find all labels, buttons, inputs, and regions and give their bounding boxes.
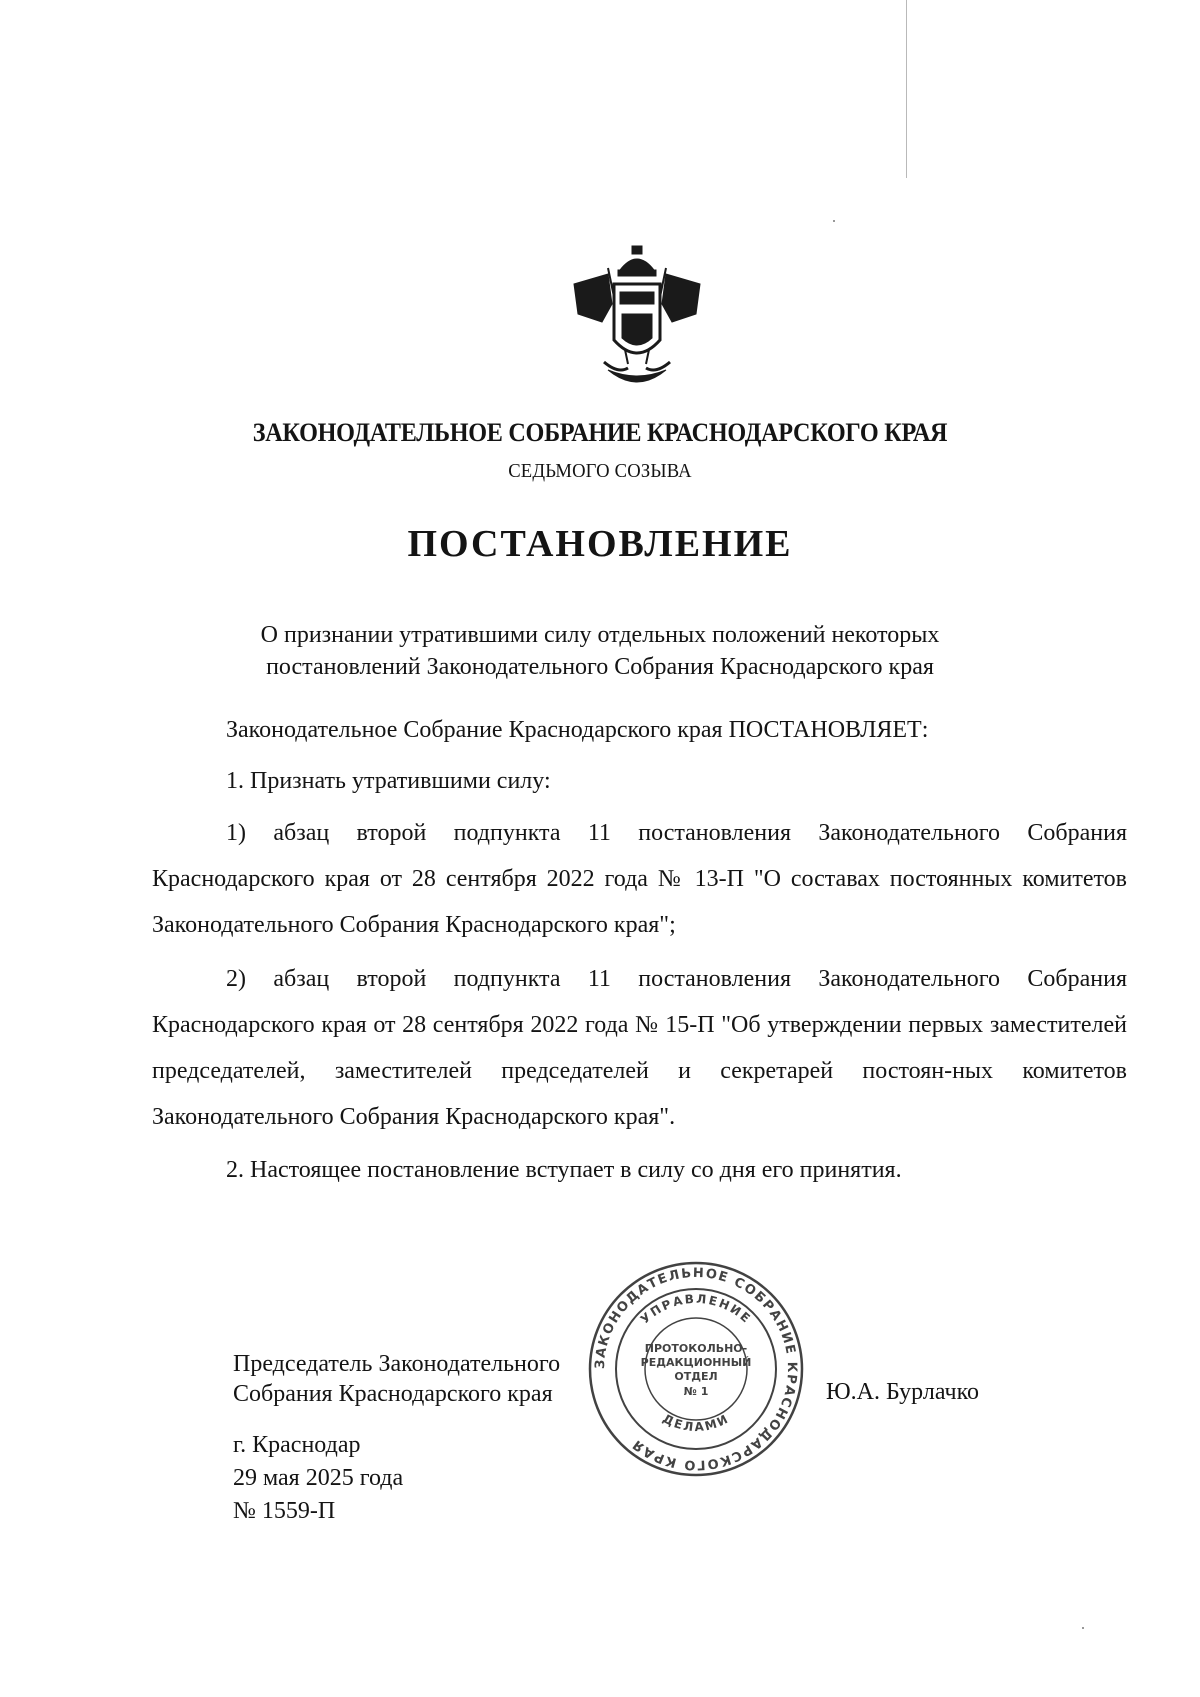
svg-text:УПРАВЛЕНИЕ — [638, 1292, 754, 1327]
document-type-heading: ПОСТАНОВЛЕНИЕ — [407, 523, 793, 565]
stamp-center-line-3: ОТДЕЛ — [674, 1370, 718, 1383]
adoption-date: 29 мая 2025 года — [233, 1465, 404, 1491]
stamp-center-line-4: № 1 — [683, 1385, 709, 1398]
document-subject — [0, 619, 1200, 683]
stamp-inner-top-text: УПРАВЛЕНИЕ — [637, 1291, 755, 1327]
scan-speck — [1082, 1627, 1084, 1629]
svg-text:ДЕЛАМИ — [660, 1411, 731, 1434]
scan-speck — [833, 220, 835, 222]
place-of-adoption: г. Краснодар — [233, 1432, 361, 1458]
preamble-paragraph: Законодательное Собрание Краснодарского края ПОСТАНОВЛЯЕТ: — [226, 717, 929, 743]
stamp-outer-text: ЗАКОНОДАТЕЛЬНОЕ СОБРАНИЕ КРАСНОДАРСКОГО КРАЯ — [592, 1265, 800, 1473]
item-1-2-paragraph: 2) абзац второй подпункта 11 постановления Законодательного Собрания Краснодарского края от 28 сентября 2022 года № 15-П "Об утверждении первых заместителей председателей, заместителей председателей и секретарей постоян-ных комитетов Законодательного Собрания Краснодарского края". — [152, 966, 1127, 1130]
stamp-inner-bottom-text: ДЕЛАМИ — [660, 1411, 732, 1435]
subject-line-2: постановлений Законодательного Собрания Краснодарского края — [266, 654, 934, 680]
document-number: № 1559-П — [233, 1498, 336, 1524]
organization-title: ЗАКОНОДАТЕЛЬНОЕ СОБРАНИЕ КРАСНОДАРСКОГО КРАЯ — [252, 418, 948, 447]
document-details — [233, 1429, 403, 1528]
item-1-paragraph: 1. Признать утратившими силу: — [226, 768, 551, 794]
subject-line-1: О признании утратившими силу отдельных положений некоторых — [260, 622, 940, 648]
signer-position-line-2: Собрания Краснодарского края — [233, 1381, 553, 1407]
stamp-center-line-1: ПРОТОКОЛЬНО- — [644, 1342, 748, 1355]
stamp-center-line-2: РЕДАКЦИОННЫЙ — [640, 1356, 752, 1369]
scan-artifact-line — [906, 0, 907, 178]
krasnodar-coat-of-arms-emblem — [568, 244, 706, 394]
convocation-label: СЕДЬМОГО СОЗЫВА — [508, 460, 692, 482]
item-1-1-paragraph: 1) абзац второй подпункта 11 постановления Законодательного Собрания Краснодарского края от 28 сентября 2022 года № 13-П "О составах постоянных комитетов Законодательного Собрания Краснодарского края"; — [152, 820, 1127, 938]
official-round-stamp — [585, 1258, 807, 1480]
item-2-paragraph: 2. Настоящее постановление вступает в силу со дня его принятия. — [226, 1157, 902, 1183]
signer-position — [233, 1349, 560, 1409]
signer-name: Ю.А. Бурлачко — [826, 1379, 980, 1405]
signer-position-line-1: Председатель Законодательного — [233, 1351, 561, 1377]
